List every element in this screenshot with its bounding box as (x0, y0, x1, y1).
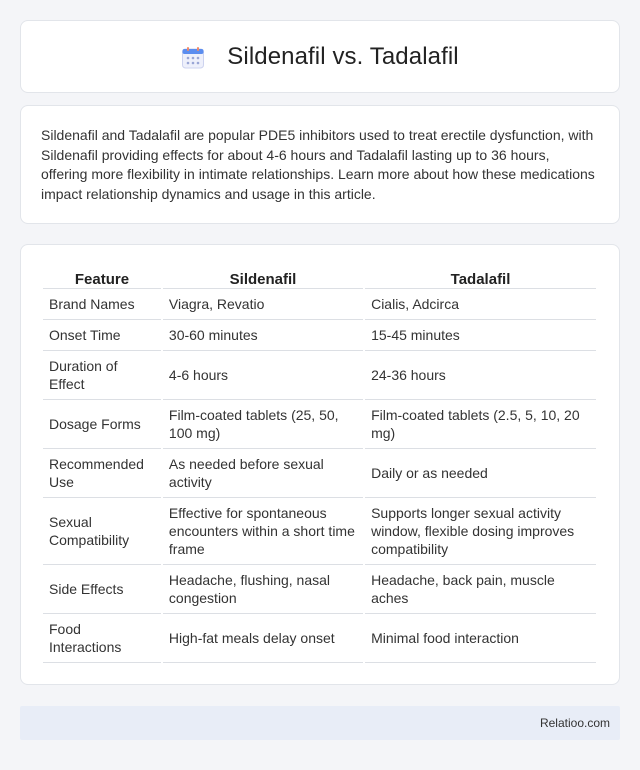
sildenafil-cell: As needed before sexual activity (163, 449, 363, 498)
page-title: Sildenafil vs. Tadalafil (227, 42, 459, 70)
tadalafil-cell: Daily or as needed (365, 449, 596, 498)
tadalafil-cell: Cialis, Adcirca (365, 289, 596, 320)
table-row (43, 289, 596, 320)
sildenafil-cell: Effective for spontaneous encounters within a short time frame (163, 498, 363, 565)
table-row (43, 351, 596, 400)
feature-cell: Brand Names (43, 289, 161, 320)
intro-text: Sildenafil and Tadalafil are popular PDE5 inhibitors used to treat erectile dysfunction, with Sildenafil providing effects for about 4-6 hours and Tadalafil lasting up to 36 hours, offering more flexibility in intimate relationships. Learn more about how these medications impact relationship dynamics and usage in this article. (41, 127, 595, 202)
calendar-icon (181, 46, 205, 70)
feature-cell: Sexual Compatibility (43, 498, 161, 565)
title-card (20, 20, 620, 93)
table-header-row (43, 264, 596, 289)
table-row (43, 400, 596, 449)
feature-cell: Recommended Use (43, 449, 161, 498)
sildenafil-cell: Film-coated tablets (25, 50, 100 mg) (163, 400, 363, 449)
sildenafil-cell: High-fat meals delay onset (163, 614, 363, 663)
tadalafil-cell: Supports longer sexual activity window, flexible dosing improves compatibility (365, 498, 596, 565)
intro-card (20, 105, 620, 224)
feature-cell: Dosage Forms (43, 400, 161, 449)
feature-cell: Side Effects (43, 565, 161, 614)
footer-site-link[interactable]: Relatioo.com (539, 716, 610, 730)
table-row (43, 498, 596, 565)
header-sildenafil: Sildenafil (163, 264, 363, 289)
table-row (43, 449, 596, 498)
tadalafil-cell: Film-coated tablets (2.5, 5, 10, 20 mg) (365, 400, 596, 449)
feature-cell: Duration of Effect (43, 351, 161, 400)
tadalafil-cell: Headache, back pain, muscle aches (365, 565, 596, 614)
sildenafil-cell: 4-6 hours (163, 351, 363, 400)
table-row (43, 320, 596, 351)
tadalafil-cell: 24-36 hours (365, 351, 596, 400)
table-row (43, 614, 596, 663)
sildenafil-cell: Headache, flushing, nasal congestion (163, 565, 363, 614)
table-row (43, 565, 596, 614)
tadalafil-cell: 15-45 minutes (365, 320, 596, 351)
header-tadalafil: Tadalafil (365, 264, 596, 289)
feature-cell: Food Interactions (43, 614, 161, 663)
tadalafil-cell: Minimal food interaction (365, 614, 596, 663)
sildenafil-cell: 30-60 minutes (163, 320, 363, 351)
feature-cell: Onset Time (43, 320, 161, 351)
header-feature: Feature (43, 264, 161, 289)
comparison-card (20, 244, 620, 685)
sildenafil-cell: Viagra, Revatio (163, 289, 363, 320)
comparison-table (41, 264, 598, 663)
footer (20, 706, 620, 740)
